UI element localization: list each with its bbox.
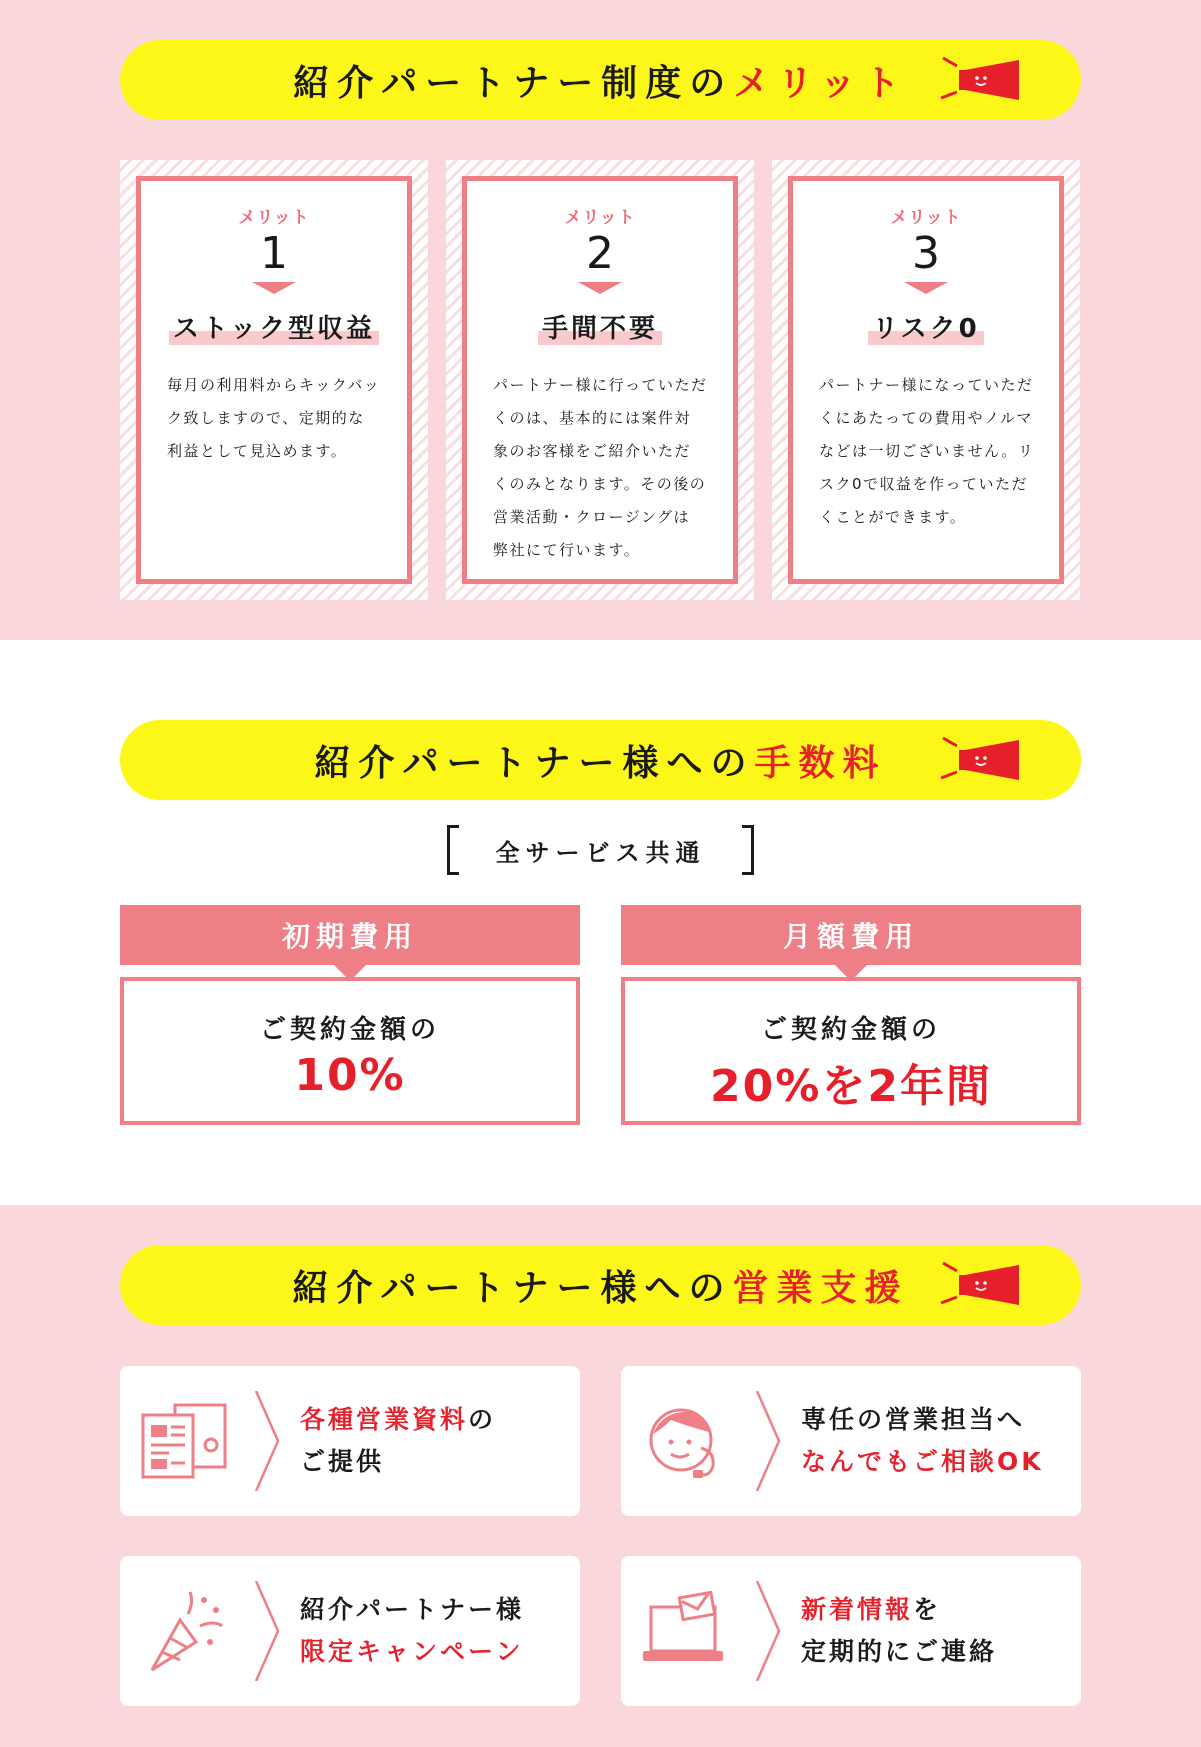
fee-heading-main: 紹介パートナー様への	[314, 742, 755, 784]
merit-title: 手間不要	[538, 308, 662, 345]
support-text	[801, 1399, 1044, 1483]
merit-number: 1	[260, 228, 288, 279]
common-label-text: 全サービス共通	[495, 838, 706, 867]
merit-kicker: メリット	[890, 208, 962, 228]
fee-box-initial	[120, 905, 580, 1125]
merit-text-line: ク致しますので、定期的な	[167, 409, 365, 427]
merit-description	[467, 345, 733, 567]
fee-value: 10%	[294, 1050, 406, 1101]
merit-number: 2	[586, 228, 614, 279]
support-heading	[120, 1245, 1081, 1325]
down-arrow-icon	[578, 282, 622, 294]
fee-heading	[120, 720, 1081, 800]
merit-text-line: くことができます。	[819, 508, 967, 526]
chevron-right-icon	[753, 1391, 783, 1491]
merit-heading	[120, 40, 1081, 120]
documents-icon	[139, 1401, 231, 1481]
fee-line1: ご契約金額の	[760, 1015, 941, 1045]
support-card-documents	[120, 1366, 580, 1516]
fee-value: 20%を2年間	[710, 1061, 992, 1112]
merit-number: 3	[912, 228, 940, 279]
support-text-plain: の	[468, 1405, 497, 1434]
fee-head: 月額費用	[621, 905, 1081, 965]
merit-section	[0, 0, 1201, 640]
support-text-accent: 新着情報	[801, 1595, 914, 1624]
merit-description	[793, 345, 1059, 534]
merit-card-2	[446, 160, 754, 600]
merit-description	[141, 345, 407, 468]
support-card-campaign	[120, 1556, 580, 1706]
merit-card-1	[120, 160, 428, 600]
support-text-accent: なんでもご相談OK	[801, 1447, 1044, 1476]
support-card-operator	[621, 1366, 1081, 1516]
merit-text-line: パートナー様に行っていただ	[493, 376, 708, 394]
merit-text-line: などは一切ございません。リ	[819, 442, 1035, 460]
support-text-plain: を	[913, 1595, 942, 1624]
merit-heading-accent: メリット	[733, 62, 908, 104]
down-arrow-icon	[904, 282, 948, 294]
support-text-line1: 紹介パートナー様	[300, 1595, 525, 1624]
fee-line1: ご契約金額の	[259, 1015, 440, 1045]
common-label	[447, 825, 754, 875]
merit-title: リスク0	[868, 308, 984, 345]
merit-text-line: 毎月の利用料からキックバッ	[167, 376, 381, 394]
support-text-line2: ご提供	[300, 1447, 385, 1476]
merit-text-line: くのは、基本的には案件対	[493, 409, 692, 427]
operator-icon	[643, 1398, 729, 1484]
merit-text-line: 営業活動・クロージングは	[493, 508, 691, 526]
fee-body	[621, 977, 1081, 1125]
support-text-line1: 専任の営業担当へ	[801, 1405, 1026, 1434]
merit-text-line: スク0で収益を作っていただ	[819, 475, 1029, 493]
chevron-right-icon	[252, 1391, 282, 1491]
fee-head: 初期費用	[120, 905, 580, 965]
support-heading-accent: 営業支援	[732, 1267, 909, 1309]
megaphone-icon	[939, 52, 1029, 108]
merit-text-line: くのみとなります。その後の	[493, 475, 707, 493]
support-text	[300, 1589, 524, 1673]
left-bracket	[447, 825, 459, 875]
merit-text-line: 象のお客様をご紹介いただ	[493, 442, 692, 460]
merit-title: ストック型収益	[169, 308, 379, 345]
merit-kicker: メリット	[238, 208, 310, 228]
merit-text-line: パートナー様になっていただ	[819, 376, 1034, 394]
support-text-line2: 定期的にご連絡	[801, 1637, 998, 1666]
fee-heading-accent: 手数料	[754, 742, 887, 784]
support-card-news	[621, 1556, 1081, 1706]
merit-text-line: 利益として見込めます。	[167, 442, 348, 460]
down-arrow-icon	[252, 282, 296, 294]
chevron-right-icon	[753, 1581, 783, 1681]
chevron-right-icon	[252, 1581, 282, 1681]
support-text	[801, 1589, 997, 1673]
merit-kicker: メリット	[564, 208, 636, 228]
merit-text-line: 弊社にて行います。	[493, 541, 641, 559]
support-text-accent: 限定キャンペーン	[300, 1637, 524, 1666]
support-heading-main: 紹介パートナー様への	[292, 1267, 733, 1309]
laptop-mail-icon	[641, 1591, 731, 1671]
support-text-accent: 各種営業資料	[300, 1405, 469, 1434]
megaphone-icon	[939, 1257, 1029, 1313]
merit-card-3	[772, 160, 1080, 600]
party-popper-icon	[140, 1586, 230, 1676]
right-bracket	[742, 825, 754, 875]
megaphone-icon	[939, 732, 1029, 788]
fee-body	[120, 977, 580, 1125]
fee-box-monthly	[621, 905, 1081, 1125]
merit-text-line: くにあたっての費用やノルマ	[819, 409, 1033, 427]
merit-heading-main: 紹介パートナー制度の	[293, 62, 734, 104]
support-text	[300, 1399, 496, 1483]
